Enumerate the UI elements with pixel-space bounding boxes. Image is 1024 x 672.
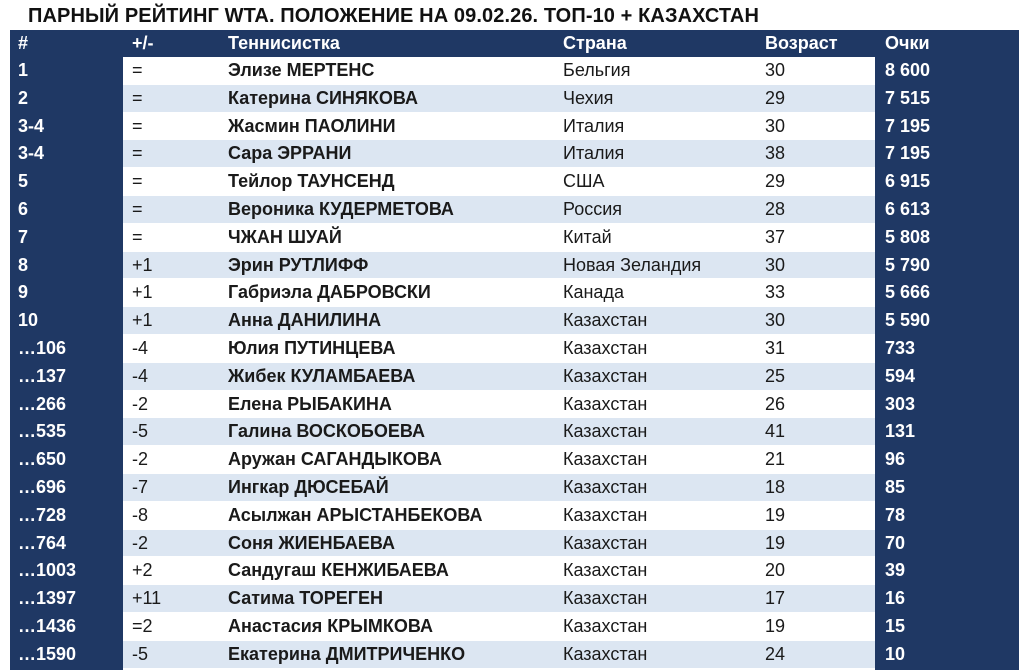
table-row xyxy=(10,57,1019,85)
table-row xyxy=(10,196,1019,224)
cell-age: 37 xyxy=(765,226,786,247)
cell-country: Казахстан xyxy=(563,532,648,553)
cell-change: -2 xyxy=(132,393,149,414)
cell-change: -5 xyxy=(132,421,149,442)
cell-change: -5 xyxy=(132,643,149,664)
cell-player: Ингкар ДЮСЕБАЙ xyxy=(228,477,389,497)
table-row xyxy=(10,140,1019,168)
cell-rank: …1436 xyxy=(18,616,77,636)
cell-player: ЧЖАН ШУАЙ xyxy=(228,226,342,247)
cell-points: 39 xyxy=(885,560,906,581)
cell-age: 18 xyxy=(765,477,786,497)
cell-age: 31 xyxy=(765,338,786,358)
cell-player: Сандугаш КЕНЖИБАЕВА xyxy=(228,560,449,581)
header-points: Очки xyxy=(885,33,930,53)
cell-player: Эрин РУТЛИФФ xyxy=(228,254,369,275)
table-row xyxy=(10,85,1019,113)
table-row xyxy=(10,418,1019,446)
cell-rank: …106 xyxy=(18,338,67,358)
cell-points: 6 613 xyxy=(885,199,931,219)
cell-rank: 5 xyxy=(18,171,29,192)
table-row xyxy=(10,113,1019,141)
table-row xyxy=(10,530,1019,558)
cell-country: Россия xyxy=(563,199,623,219)
header-change: +/- xyxy=(132,33,154,53)
cell-points: 5 590 xyxy=(885,310,931,331)
table-row xyxy=(10,279,1019,307)
cell-points: 10 xyxy=(885,643,906,664)
cell-player: Екатерина ДМИТРИЧЕНКО xyxy=(228,643,466,664)
cell-age: 25 xyxy=(765,365,786,386)
cell-points: 16 xyxy=(885,588,906,609)
cell-change: =2 xyxy=(132,616,153,636)
cell-age: 17 xyxy=(765,588,786,609)
cell-points: 7 195 xyxy=(885,115,931,136)
cell-age: 21 xyxy=(765,449,786,470)
cell-change: = xyxy=(132,226,143,247)
cell-rank: …137 xyxy=(18,365,67,386)
cell-age: 19 xyxy=(765,504,786,525)
cell-country: Казахстан xyxy=(563,643,648,664)
cell-rank: …535 xyxy=(18,421,67,442)
ranking-table xyxy=(10,30,1019,670)
cell-age: 26 xyxy=(765,393,786,414)
cell-player: Анастасия КРЫМКОВА xyxy=(228,616,433,636)
cell-points: 7 515 xyxy=(885,87,931,108)
cell-rank: 3-4 xyxy=(18,143,45,164)
cell-rank: …764 xyxy=(18,532,67,553)
cell-points: 303 xyxy=(885,393,916,414)
cell-points: 8 600 xyxy=(885,60,931,80)
cell-points: 6 915 xyxy=(885,171,931,192)
cell-rank: 1 xyxy=(18,60,29,80)
cell-country: Казахстан xyxy=(563,477,648,497)
cell-rank: 9 xyxy=(18,282,29,303)
table-row xyxy=(10,585,1019,613)
cell-player: Тейлор ТАУНСЕНД xyxy=(228,171,395,192)
cell-rank: …1397 xyxy=(18,588,77,609)
cell-rank: 10 xyxy=(18,310,39,331)
cell-points: 131 xyxy=(885,421,916,442)
header-rank: # xyxy=(18,33,29,53)
cell-change: = xyxy=(132,60,143,80)
table-row xyxy=(10,335,1019,363)
cell-country: Италия xyxy=(563,115,625,136)
cell-change: +2 xyxy=(132,560,153,581)
header-player: Теннисистка xyxy=(228,33,340,53)
page-title: ПАРНЫЙ РЕЙТИНГ WTA. ПОЛОЖЕНИЕ НА 09.02.26. ТОП-10 + КАЗАХСТАН xyxy=(28,5,760,27)
cell-country: США xyxy=(563,171,605,192)
cell-country: Казахстан xyxy=(563,421,648,442)
cell-change: -2 xyxy=(132,449,149,470)
cell-age: 20 xyxy=(765,560,786,581)
cell-points: 7 195 xyxy=(885,143,931,164)
cell-age: 41 xyxy=(765,421,786,442)
cell-age: 38 xyxy=(765,143,786,164)
cell-player: Вероника КУДЕРМЕТОВА xyxy=(228,199,454,219)
table-row xyxy=(10,446,1019,474)
cell-player: Сатима ТОРЕГЕН xyxy=(228,588,383,609)
table-row xyxy=(10,307,1019,335)
cell-country: Казахстан xyxy=(563,365,648,386)
cell-change: = xyxy=(132,199,143,219)
cell-player: Анна ДАНИЛИНА xyxy=(228,310,382,331)
cell-country: Казахстан xyxy=(563,449,648,470)
cell-age: 33 xyxy=(765,282,786,303)
cell-rank: 8 xyxy=(18,254,29,275)
cell-change: -8 xyxy=(132,504,149,525)
cell-player: Катерина СИНЯКОВА xyxy=(228,87,418,108)
table-row xyxy=(10,613,1019,641)
cell-age: 24 xyxy=(765,643,786,664)
cell-player: Елена РЫБАКИНА xyxy=(228,393,392,414)
cell-country: Италия xyxy=(563,143,625,164)
table-row xyxy=(10,168,1019,196)
cell-country: Бельгия xyxy=(563,60,631,80)
cell-player: Габриэла ДАБРОВСКИ xyxy=(228,282,431,303)
cell-country: Казахстан xyxy=(563,560,648,581)
cell-points: 733 xyxy=(885,338,916,358)
cell-age: 29 xyxy=(765,171,786,192)
cell-player: Асылжан АРЫСТАНБЕКОВА xyxy=(228,504,483,525)
cell-change: -2 xyxy=(132,532,149,553)
cell-change: -7 xyxy=(132,477,149,497)
cell-rank: …650 xyxy=(18,449,67,470)
cell-change: -4 xyxy=(132,365,149,386)
cell-player: Жибек КУЛАМБАЕВА xyxy=(228,365,416,386)
cell-points: 70 xyxy=(885,532,906,553)
cell-points: 78 xyxy=(885,504,906,525)
cell-age: 30 xyxy=(765,310,786,331)
cell-player: Жасмин ПАОЛИНИ xyxy=(228,115,396,136)
cell-rank: …696 xyxy=(18,477,67,497)
cell-age: 30 xyxy=(765,60,786,80)
cell-country: Казахстан xyxy=(563,616,648,636)
cell-change: +1 xyxy=(132,254,153,275)
cell-change: = xyxy=(132,87,143,108)
cell-rank: 2 xyxy=(18,87,29,108)
cell-player: Галина ВОСКОБОЕВА xyxy=(228,421,425,442)
cell-rank: …266 xyxy=(18,393,67,414)
cell-change: = xyxy=(132,143,143,164)
cell-change: +1 xyxy=(132,310,153,331)
header-country: Страна xyxy=(563,33,627,53)
cell-country: Канада xyxy=(563,282,624,303)
cell-change: = xyxy=(132,171,143,192)
cell-change: -4 xyxy=(132,338,149,358)
cell-rank: …1590 xyxy=(18,643,77,664)
cell-age: 19 xyxy=(765,532,786,553)
cell-points: 594 xyxy=(885,365,916,386)
cell-age: 29 xyxy=(765,87,786,108)
cell-player: Соня ЖИЕНБАЕВА xyxy=(228,532,395,553)
cell-change: +11 xyxy=(132,588,162,609)
table-row xyxy=(10,224,1019,252)
cell-rank: 7 xyxy=(18,226,29,247)
cell-points: 85 xyxy=(885,477,906,497)
cell-rank: …728 xyxy=(18,504,67,525)
cell-rank: 6 xyxy=(18,199,29,219)
cell-country: Казахстан xyxy=(563,338,648,358)
cell-points: 5 666 xyxy=(885,282,931,303)
table-row xyxy=(10,641,1019,669)
cell-player: Аружан САГАНДЫКОВА xyxy=(228,449,443,470)
cell-country: Казахстан xyxy=(563,588,648,609)
cell-country: Казахстан xyxy=(563,310,648,331)
cell-age: 28 xyxy=(765,199,786,219)
cell-player: Юлия ПУТИНЦЕВА xyxy=(228,338,396,358)
table-row xyxy=(10,363,1019,391)
cell-points: 96 xyxy=(885,449,906,470)
cell-country: Чехия xyxy=(563,87,614,108)
table-row xyxy=(10,252,1019,280)
cell-points: 5 808 xyxy=(885,226,931,247)
cell-change: = xyxy=(132,115,143,136)
cell-country: Казахстан xyxy=(563,393,648,414)
header-age: Возраст xyxy=(765,33,838,53)
table-header xyxy=(10,30,1019,56)
cell-points: 15 xyxy=(885,616,906,636)
cell-age: 30 xyxy=(765,254,786,275)
cell-player: Сара ЭРРАНИ xyxy=(228,143,352,164)
table-row xyxy=(10,557,1019,585)
cell-rank: 3-4 xyxy=(18,115,45,136)
table-row xyxy=(10,474,1019,502)
cell-change: +1 xyxy=(132,282,153,303)
table-row xyxy=(10,502,1019,530)
table-row xyxy=(10,391,1019,419)
cell-country: Казахстан xyxy=(563,504,648,525)
cell-country: Китай xyxy=(563,226,612,247)
cell-age: 19 xyxy=(765,616,786,636)
cell-country: Новая Зеландия xyxy=(563,254,702,275)
cell-points: 5 790 xyxy=(885,254,931,275)
cell-rank: …1003 xyxy=(18,560,77,581)
cell-age: 30 xyxy=(765,115,786,136)
cell-player: Элизе МЕРТЕНС xyxy=(228,60,375,80)
